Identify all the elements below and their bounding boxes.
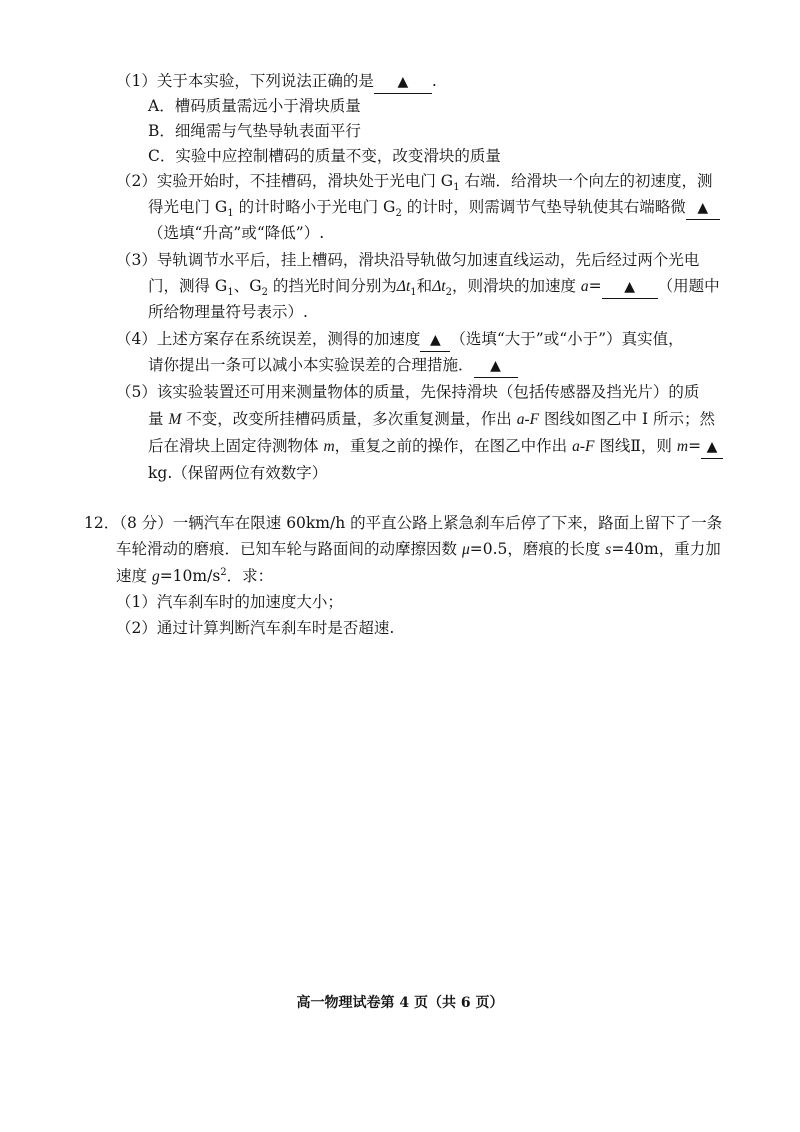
q11-part4-line1: （4）上述方案存在系统误差，测得的加速度 ▲ （选填“大于”或“小于”）真实值， xyxy=(116,328,684,352)
answer-marker-icon: ▲ xyxy=(429,332,441,348)
q11-part2-line1: （2）实验开始时，不挂槽码，滑块处于光电门 $G_1$ 右端．给滑块一个向左的初速度，测 xyxy=(116,172,713,194)
q11-part2-line3: （选填“升高”或“降低”）. xyxy=(148,224,325,242)
q11-part3-line2: 门，测得 $G_1$、$G_2$ 的挡光时间分别为$\Delta t_1$和$\Delta t_2$，则滑块的加速度 a= ▲ （用题中 xyxy=(148,277,720,299)
answer-blank xyxy=(374,70,432,94)
q11-part1-option-a: A．槽码质量需远小于滑块质量 xyxy=(148,97,361,115)
answer-marker-icon: ▲ xyxy=(697,200,709,216)
q11-part5-line1: （5）该实验装置还可用来测量物体的质量，先保持滑块（包括传感器及挡光片）的质 xyxy=(116,383,700,401)
q11-part3-line3: 所给物理量符号表示）. xyxy=(148,303,308,321)
answer-blank xyxy=(420,328,450,352)
q11-part1-stem: （1）关于本实验，下列说法正确的是 ▲ . xyxy=(116,70,437,94)
q11-part5-line3: 后在滑块上固定待测物体 m，重复之前的操作，在图乙中作出 a-F 图线Ⅱ，则 m= ▲ xyxy=(148,435,723,459)
q11-part1-option-b: B．细绳需与气垫导轨表面平行 xyxy=(148,122,361,140)
page-footer: 高一物理试卷第 4 页（共 6 页） xyxy=(296,995,504,1011)
q11-part2-line2: 得光电门 $G_1$ 的计时略小于光电门 $G_2$ 的计时，则需调节气垫导轨使其右端略微 ▲ xyxy=(148,196,720,220)
q11-part3-line1: （3）导轨调节水平后，挂上槽码，滑块沿导轨做匀加速直线运动，先后经过两个光电 xyxy=(116,251,700,269)
q11-part4-line2: 请你提出一条可以减小本实验误差的合理措施． ▲ xyxy=(148,354,518,378)
answer-marker-icon: ▲ xyxy=(706,439,718,455)
q12-subquestion-1: （1）汽车刹车时的加速度大小； xyxy=(116,593,343,611)
answer-blank xyxy=(686,196,720,220)
q12-line2: 车轮滑动的磨痕．已知车轮与路面间的动摩擦因数 μ=0.5，磨痕的长度 s=40m，重力加 xyxy=(116,540,721,558)
q11-part1-option-c: C．实验中应控制槽码的质量不变，改变滑块的质量 xyxy=(148,147,501,165)
q12-subquestion-2: （2）通过计算判断汽车刹车时是否超速. xyxy=(116,619,395,637)
q11-part5-line2: 量 M 不变，改变所挂槽码质量，多次重复测量，作出 a-F 图线如图乙中 I 所示；然 xyxy=(148,410,716,428)
answer-blank xyxy=(602,275,658,299)
answer-blank xyxy=(701,435,723,459)
answer-blank xyxy=(474,354,518,378)
answer-marker-icon: ▲ xyxy=(397,74,409,90)
answer-marker-icon: ▲ xyxy=(624,279,636,295)
q11-part5-line4: kg.（保留两位有效数字） xyxy=(148,464,328,482)
q12-line3: 速度 $g=10m/s^2$．求： xyxy=(116,566,274,585)
q12-line1: 12．（8 分）一辆汽车在限速 60km/h 的平直公路上紧急刹车后停了下来，路面上留下了一条 xyxy=(84,514,723,532)
answer-marker-icon: ▲ xyxy=(490,358,501,374)
